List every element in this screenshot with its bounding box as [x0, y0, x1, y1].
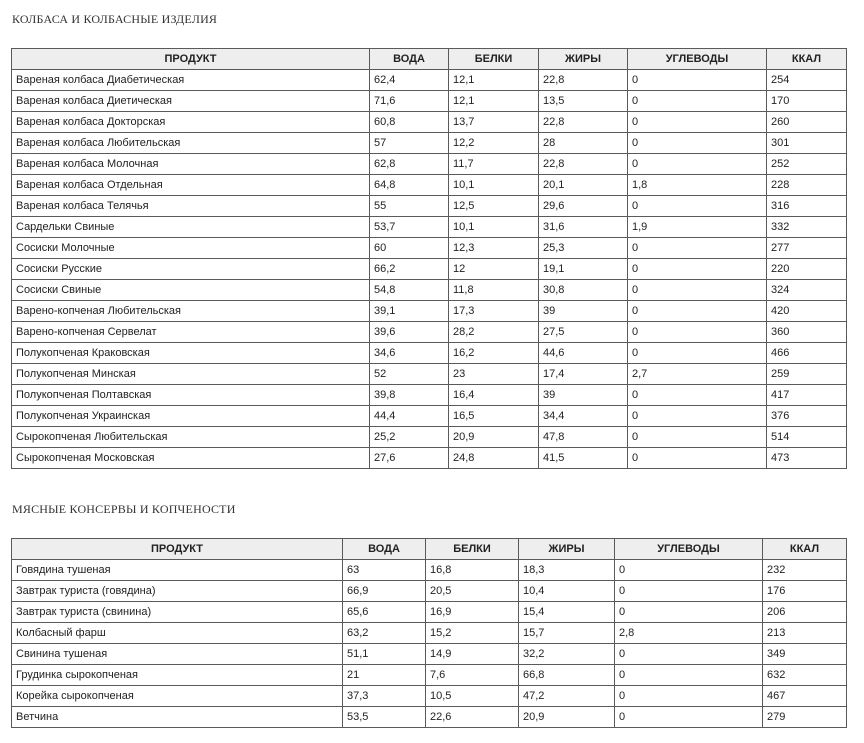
- table-row: [12, 154, 847, 175]
- fat-cell: 15,4: [519, 602, 615, 623]
- carbs-cell: 0: [615, 581, 763, 602]
- carbs-cell: 1,9: [628, 217, 767, 238]
- water-cell: 51,1: [343, 644, 426, 665]
- protein-cell: 12: [449, 259, 539, 280]
- product-cell: Завтрак туриста (свинина): [12, 602, 343, 623]
- carbs-cell: 0: [628, 301, 767, 322]
- fat-cell: 41,5: [539, 448, 628, 469]
- protein-cell: 20,5: [426, 581, 519, 602]
- carbs-cell: 0: [628, 322, 767, 343]
- water-cell: 53,5: [343, 707, 426, 728]
- protein-cell: 12,1: [449, 91, 539, 112]
- carbs-cell: 0: [615, 707, 763, 728]
- carbs-cell: 0: [628, 427, 767, 448]
- carbs-cell: 0: [628, 259, 767, 280]
- water-cell: 37,3: [343, 686, 426, 707]
- kcal-cell: 467: [763, 686, 847, 707]
- water-cell: 57: [370, 133, 449, 154]
- product-cell: Завтрак туриста (говядина): [12, 581, 343, 602]
- water-cell: 60: [370, 238, 449, 259]
- kcal-cell: 170: [767, 91, 847, 112]
- water-cell: 34,6: [370, 343, 449, 364]
- carbs-cell: 0: [628, 91, 767, 112]
- kcal-cell: 420: [767, 301, 847, 322]
- table-row: [12, 623, 847, 644]
- product-cell: Вареная колбаса Диетическая: [12, 91, 370, 112]
- table-row: [12, 686, 847, 707]
- canned-meat-table: [11, 538, 847, 728]
- header-product: ПРОДУКТ: [12, 49, 370, 70]
- carbs-cell: 0: [628, 448, 767, 469]
- kcal-cell: 316: [767, 196, 847, 217]
- fat-cell: 22,8: [539, 70, 628, 91]
- fat-cell: 39: [539, 301, 628, 322]
- carbs-cell: 0: [628, 238, 767, 259]
- water-cell: 39,1: [370, 301, 449, 322]
- water-cell: 52: [370, 364, 449, 385]
- water-cell: 60,8: [370, 112, 449, 133]
- product-cell: Корейка сырокопченая: [12, 686, 343, 707]
- table-row: [12, 427, 847, 448]
- fat-cell: 15,7: [519, 623, 615, 644]
- header-water: ВОДА: [343, 539, 426, 560]
- kcal-cell: 632: [763, 665, 847, 686]
- table-row: [12, 644, 847, 665]
- kcal-cell: 349: [763, 644, 847, 665]
- product-cell: Вареная колбаса Докторская: [12, 112, 370, 133]
- carbs-cell: 0: [615, 602, 763, 623]
- water-cell: 63,2: [343, 623, 426, 644]
- fat-cell: 34,4: [539, 406, 628, 427]
- table-row: [12, 602, 847, 623]
- kcal-cell: 254: [767, 70, 847, 91]
- product-cell: Вареная колбаса Молочная: [12, 154, 370, 175]
- fat-cell: 47,2: [519, 686, 615, 707]
- product-cell: Ветчина: [12, 707, 343, 728]
- product-cell: Полукопченая Полтавская: [12, 385, 370, 406]
- carbs-cell: 0: [615, 560, 763, 581]
- product-cell: Говядина тушеная: [12, 560, 343, 581]
- protein-cell: 16,4: [449, 385, 539, 406]
- product-cell: Колбасный фарш: [12, 623, 343, 644]
- protein-cell: 23: [449, 364, 539, 385]
- product-cell: Полукопченая Краковская: [12, 343, 370, 364]
- water-cell: 62,8: [370, 154, 449, 175]
- carbs-cell: 0: [628, 406, 767, 427]
- kcal-cell: 232: [763, 560, 847, 581]
- fat-cell: 30,8: [539, 280, 628, 301]
- protein-cell: 17,3: [449, 301, 539, 322]
- table-row: [12, 175, 847, 196]
- fat-cell: 22,8: [539, 154, 628, 175]
- kcal-cell: 332: [767, 217, 847, 238]
- water-cell: 65,6: [343, 602, 426, 623]
- carbs-cell: 0: [628, 343, 767, 364]
- header-product: ПРОДУКТ: [12, 539, 343, 560]
- fat-cell: 31,6: [539, 217, 628, 238]
- fat-cell: 66,8: [519, 665, 615, 686]
- fat-cell: 29,6: [539, 196, 628, 217]
- section-title-sausages: КОЛБАСА И КОЛБАСНЫЕ ИЗДЕЛИЯ: [12, 12, 218, 26]
- table-row: [12, 707, 847, 728]
- protein-cell: 16,8: [426, 560, 519, 581]
- fat-cell: 10,4: [519, 581, 615, 602]
- table-row: [12, 91, 847, 112]
- water-cell: 66,2: [370, 259, 449, 280]
- water-cell: 44,4: [370, 406, 449, 427]
- header-water: ВОДА: [370, 49, 449, 70]
- sausages-table: [11, 48, 847, 469]
- table-row: [12, 385, 847, 406]
- protein-cell: 16,9: [426, 602, 519, 623]
- table-row: [12, 238, 847, 259]
- table-row: [12, 196, 847, 217]
- kcal-cell: 206: [763, 602, 847, 623]
- product-cell: Сосиски Русские: [12, 259, 370, 280]
- product-cell: Грудинка сырокопченая: [12, 665, 343, 686]
- protein-cell: 24,8: [449, 448, 539, 469]
- header-carbs: УГЛЕВОДЫ: [615, 539, 763, 560]
- product-cell: Свинина тушеная: [12, 644, 343, 665]
- product-cell: Вареная колбаса Любительская: [12, 133, 370, 154]
- kcal-cell: 324: [767, 280, 847, 301]
- carbs-cell: 1,8: [628, 175, 767, 196]
- carbs-cell: 0: [615, 665, 763, 686]
- carbs-cell: 0: [628, 196, 767, 217]
- table-row: [12, 70, 847, 91]
- carbs-cell: 0: [615, 644, 763, 665]
- carbs-cell: 0: [628, 70, 767, 91]
- carbs-cell: 0: [628, 280, 767, 301]
- product-cell: Сырокопченая Любительская: [12, 427, 370, 448]
- kcal-cell: 466: [767, 343, 847, 364]
- table-row: [12, 665, 847, 686]
- kcal-cell: 259: [767, 364, 847, 385]
- product-cell: Сырокопченая Московская: [12, 448, 370, 469]
- kcal-cell: 360: [767, 322, 847, 343]
- table-header-row: [12, 49, 847, 70]
- protein-cell: 20,9: [449, 427, 539, 448]
- kcal-cell: 252: [767, 154, 847, 175]
- table-row: [12, 343, 847, 364]
- protein-cell: 12,2: [449, 133, 539, 154]
- water-cell: 39,6: [370, 322, 449, 343]
- kcal-cell: 279: [763, 707, 847, 728]
- protein-cell: 10,5: [426, 686, 519, 707]
- header-carbs: УГЛЕВОДЫ: [628, 49, 767, 70]
- header-fat: ЖИРЫ: [539, 49, 628, 70]
- carbs-cell: 0: [628, 112, 767, 133]
- protein-cell: 11,7: [449, 154, 539, 175]
- protein-cell: 11,8: [449, 280, 539, 301]
- kcal-cell: 473: [767, 448, 847, 469]
- carbs-cell: 2,7: [628, 364, 767, 385]
- kcal-cell: 277: [767, 238, 847, 259]
- table-row: [12, 217, 847, 238]
- water-cell: 27,6: [370, 448, 449, 469]
- carbs-cell: 0: [615, 686, 763, 707]
- product-cell: Полукопченая Минская: [12, 364, 370, 385]
- fat-cell: 44,6: [539, 343, 628, 364]
- carbs-cell: 0: [628, 154, 767, 175]
- table-row: [12, 133, 847, 154]
- kcal-cell: 376: [767, 406, 847, 427]
- protein-cell: 7,6: [426, 665, 519, 686]
- water-cell: 54,8: [370, 280, 449, 301]
- table-row: [12, 364, 847, 385]
- header-protein: БЕЛКИ: [426, 539, 519, 560]
- section-title-canned-meat: МЯСНЫЕ КОНСЕРВЫ И КОПЧЕНОСТИ: [12, 502, 236, 516]
- fat-cell: 19,1: [539, 259, 628, 280]
- table-row: [12, 581, 847, 602]
- table-row: [12, 301, 847, 322]
- fat-cell: 28: [539, 133, 628, 154]
- product-cell: Сосиски Свиные: [12, 280, 370, 301]
- table-row: [12, 406, 847, 427]
- protein-cell: 12,3: [449, 238, 539, 259]
- protein-cell: 10,1: [449, 175, 539, 196]
- kcal-cell: 514: [767, 427, 847, 448]
- fat-cell: 20,9: [519, 707, 615, 728]
- product-cell: Сардельки Свиные: [12, 217, 370, 238]
- header-kcal: ККАЛ: [763, 539, 847, 560]
- protein-cell: 12,1: [449, 70, 539, 91]
- protein-cell: 15,2: [426, 623, 519, 644]
- water-cell: 21: [343, 665, 426, 686]
- kcal-cell: 260: [767, 112, 847, 133]
- kcal-cell: 228: [767, 175, 847, 196]
- water-cell: 25,2: [370, 427, 449, 448]
- protein-cell: 22,6: [426, 707, 519, 728]
- header-protein: БЕЛКИ: [449, 49, 539, 70]
- fat-cell: 13,5: [539, 91, 628, 112]
- carbs-cell: 2,8: [615, 623, 763, 644]
- table-row: [12, 322, 847, 343]
- kcal-cell: 220: [767, 259, 847, 280]
- product-cell: Вареная колбаса Отдельная: [12, 175, 370, 196]
- protein-cell: 14,9: [426, 644, 519, 665]
- table-row: [12, 259, 847, 280]
- fat-cell: 32,2: [519, 644, 615, 665]
- water-cell: 66,9: [343, 581, 426, 602]
- water-cell: 62,4: [370, 70, 449, 91]
- water-cell: 71,6: [370, 91, 449, 112]
- table-header-row: [12, 539, 847, 560]
- table-row: [12, 448, 847, 469]
- fat-cell: 25,3: [539, 238, 628, 259]
- carbs-cell: 0: [628, 133, 767, 154]
- protein-cell: 16,5: [449, 406, 539, 427]
- water-cell: 53,7: [370, 217, 449, 238]
- water-cell: 55: [370, 196, 449, 217]
- fat-cell: 39: [539, 385, 628, 406]
- protein-cell: 16,2: [449, 343, 539, 364]
- fat-cell: 18,3: [519, 560, 615, 581]
- carbs-cell: 0: [628, 385, 767, 406]
- product-cell: Вареная колбаса Телячья: [12, 196, 370, 217]
- fat-cell: 27,5: [539, 322, 628, 343]
- protein-cell: 28,2: [449, 322, 539, 343]
- table-row: [12, 112, 847, 133]
- product-cell: Полукопченая Украинская: [12, 406, 370, 427]
- water-cell: 39,8: [370, 385, 449, 406]
- fat-cell: 22,8: [539, 112, 628, 133]
- protein-cell: 13,7: [449, 112, 539, 133]
- header-kcal: ККАЛ: [767, 49, 847, 70]
- header-fat: ЖИРЫ: [519, 539, 615, 560]
- fat-cell: 17,4: [539, 364, 628, 385]
- kcal-cell: 417: [767, 385, 847, 406]
- protein-cell: 12,5: [449, 196, 539, 217]
- table-row: [12, 280, 847, 301]
- protein-cell: 10,1: [449, 217, 539, 238]
- kcal-cell: 301: [767, 133, 847, 154]
- water-cell: 64,8: [370, 175, 449, 196]
- product-cell: Варено-копченая Любительская: [12, 301, 370, 322]
- kcal-cell: 176: [763, 581, 847, 602]
- product-cell: Вареная колбаса Диабетическая: [12, 70, 370, 91]
- product-cell: Сосиски Молочные: [12, 238, 370, 259]
- water-cell: 63: [343, 560, 426, 581]
- fat-cell: 20,1: [539, 175, 628, 196]
- fat-cell: 47,8: [539, 427, 628, 448]
- kcal-cell: 213: [763, 623, 847, 644]
- product-cell: Варено-копченая Сервелат: [12, 322, 370, 343]
- table-row: [12, 560, 847, 581]
